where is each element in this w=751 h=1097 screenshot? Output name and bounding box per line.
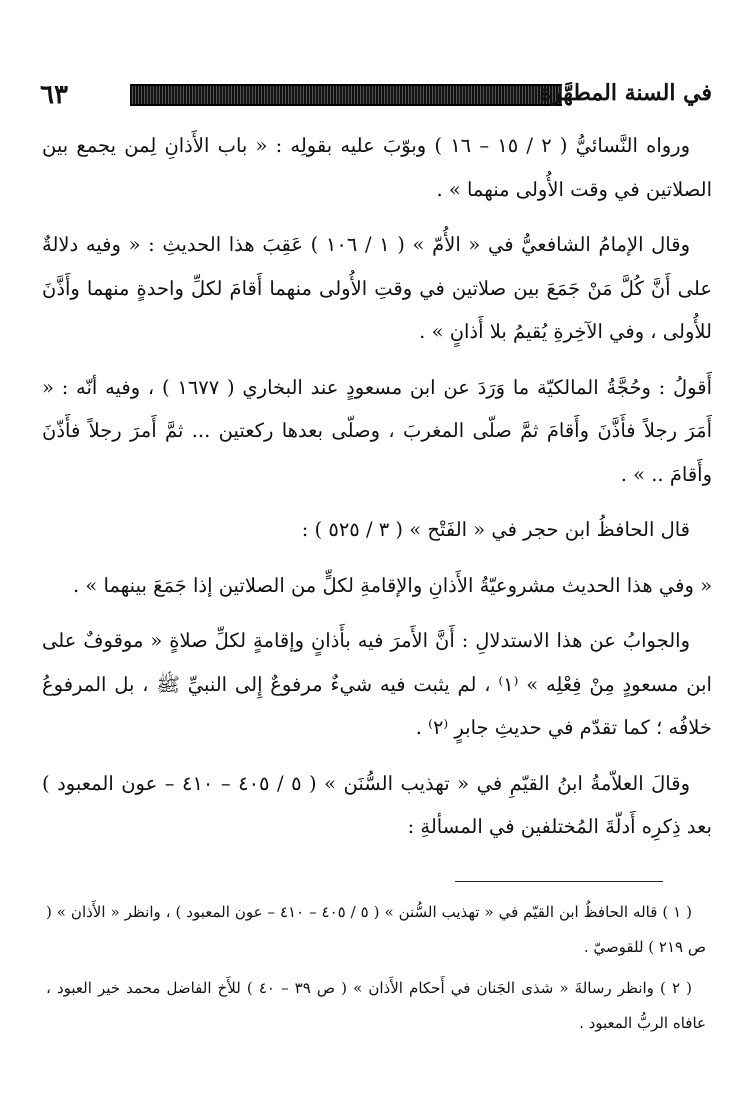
paragraph: قال الحافظُ ابن حجر في « الفَتْح » ( ٣ / ٥٢٥ ) :: [301, 518, 690, 541]
paragraph: « وفي هذا الحديث مشروعيّةُ الأَذانِ والإقامةِ لكلٍّ من الصلاتين إذا جَمَعَ بينهما » .: [72, 573, 712, 597]
page-header: [40, 78, 712, 118]
paragraph: أَقولُ : وحُجَّةُ المالكيّة ما وَرَدَ عن ابن مسعودٍ عند البخاري ( ١٦٧٧ ) ، وفيه أنّه : « أَمَرَ رجلاً فأَذَّنَ وأَقامَ ثمَّ صلّى المغربَ ، وصلّى بعدها ركعتين ... ثمَّ أَمرَ رجلاً فأَذّنَ وأَقامَ .. » .: [42, 375, 712, 486]
main-text: [42, 124, 712, 861]
running-title: في السنة المطهَّرة: [539, 80, 712, 106]
paragraph: وقال الإمامُ الشافعيُّ في « الأُمّ » ( ١ / ١٠٦ ) عَقِبَ هذا الحديثِ : « وفيه دلالةٌ على أَنَّ كُلَّ مَنْ جَمَعَ بين صلاتين في وقتِ الأُولى منهما أَقامَ لكلِّ واحدةٍ منهما وأَذَّنَ للأُولى ، وفي الآخِرةِ يُقيمُ بلا أَذانٍ » .: [42, 233, 712, 343]
page-number: ٦٣: [40, 80, 68, 110]
footnote: ( ٢ ) وانظر رسالةَ « شذى الجَنان في أَحكام الأَذان » ( ص ٣٩ – ٤٠ ) للأَخ الفاضل محمد خير العبود ، عافاه الربُّ المعبود .: [46, 979, 706, 1032]
footnote: ( ١ ) قاله الحافظُ ابن القيّم في « تهذيب السُّنن » ( ٥ / ٤٠٥ – ٤١٠ – عون المعبود ) ، وانظر « الأَذان » ( ص ٢١٩ ) للقوصيّ .: [46, 903, 706, 956]
paragraph: ورواه النَّسائيُّ ( ٢ / ١٥ – ١٦ ) وبوّبَ عليه بقولِه : « باب الأَذانِ لِمن يجمع بين الصلاتين في وقت الأُولى منهما » .: [42, 134, 712, 201]
footnote-separator: [455, 881, 663, 882]
footnotes: [46, 895, 706, 1047]
paragraph: وقالَ العلاّمةُ ابنُ القيّمِ في « تهذيب السُّنَن » ( ٥ / ٤٠٥ – ٤١٠ – عون المعبود ) بعد ذِكرِه أَدلّةَ المُختلفين في المسألةِ :: [42, 771, 712, 838]
header-rule-decoration: [130, 84, 562, 106]
paragraph: والجوابُ عن هذا الاستدلالِ : أَنَّ الأَمرَ فيه بأَذانٍ وإقامةٍ لكلِّ صلاةٍ « موقوفٌ على ابن مسعودٍ مِنْ فِعْلِه » ⁽١⁾ ، لم يثبت فيه شيءٌ مرفوعٌ إِلى النبيِّ ﷺ ، بل المرفوعُ خلافُه ؛ كما تقدّم في حديثِ جابرٍ ⁽٢⁾ .: [42, 629, 712, 739]
